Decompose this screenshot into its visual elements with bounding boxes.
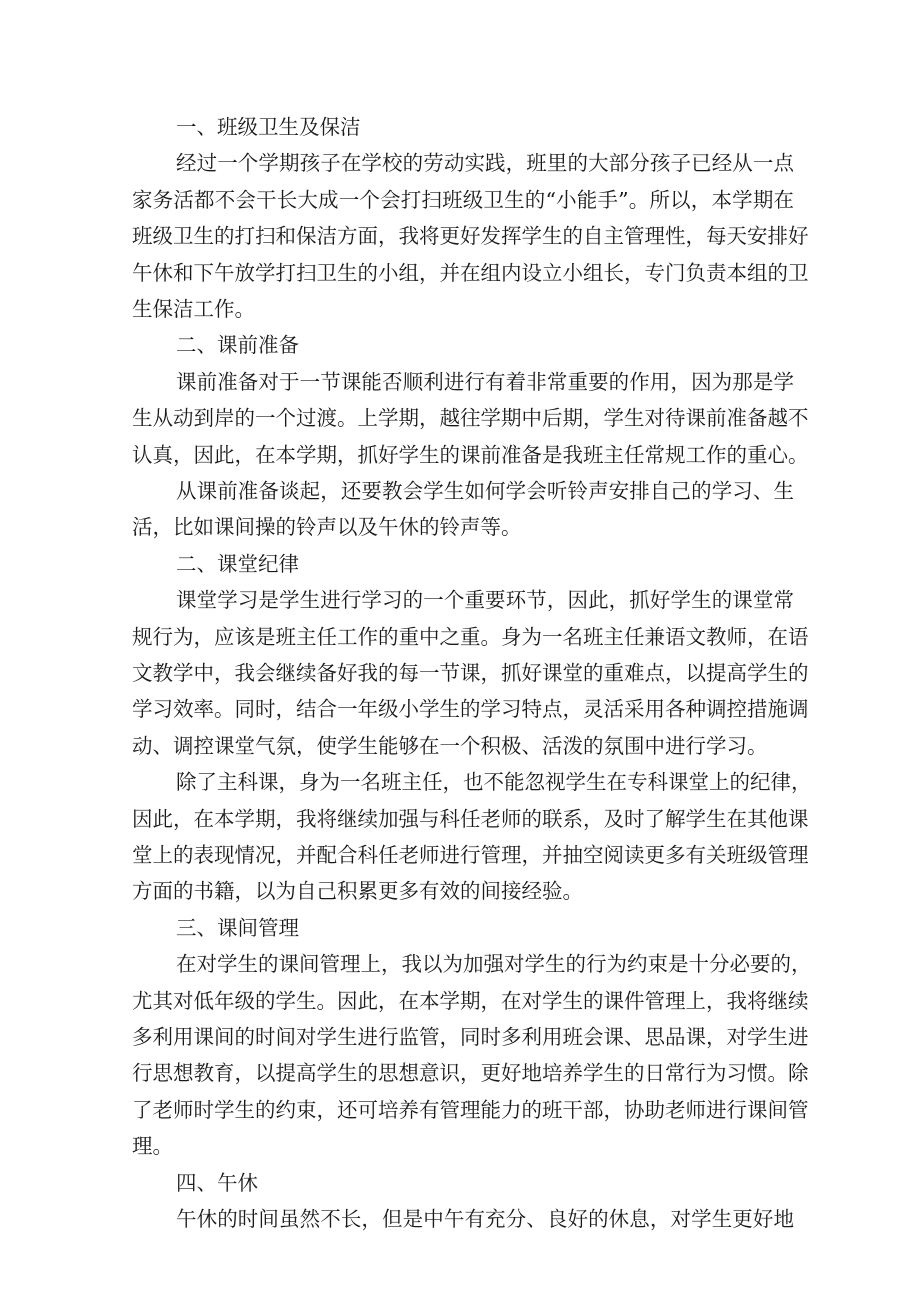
paragraph-line: 行思想教育，以提高学生的思想意识，更好地培养学生的日常行为习惯。除 [132,1061,809,1086]
section-heading: 四、午休 [176,1170,258,1195]
paragraph-line: 堂上的表现情况，并配合科任老师进行管理，并抽空阅读更多有关班级管理 [132,843,809,867]
paragraph-line: 因此，在本学期，我将继续加强与科任老师的联系，及时了解学生在其他课 [132,806,809,831]
paragraph-line: 尤其对低年级的学生。因此，在本学期，在对学生的课件管理上，我将继续 [132,988,809,1013]
paragraph-line: 活，比如课间操的铃声以及午休的铃声等。 [132,515,522,540]
paragraph-line: 午休的时间虽然不长，但是中午有充分、良好的休息，对学生更好地 [176,1207,794,1231]
paragraph-line: 生保洁工作。 [132,297,255,321]
paragraph-line: 学习效率。同时，结合一年级小学生的学习特点，灵活采用各种调控措施调 [132,697,809,722]
paragraph-line: 午休和下午放学打扫卫生的小组，并在组内设立小组长，专门负责本组的卫 [132,260,809,285]
section-heading: 二、课堂纪律 [176,551,299,576]
paragraph-line: 多利用课间的时间对学生进行监管，同时多利用班会课、思品课，对学生进 [132,1025,809,1049]
paragraph-line: 在对学生的课间管理上，我以为加强对学生的行为约束是十分必要的， [176,952,812,977]
paragraph-line: 文教学中，我会继续备好我的每一节课，抓好课堂的重难点，以提高学生的 [132,661,809,685]
paragraph-line: 从课前准备谈起，还要教会学生如何学会听铃声安排自己的学习、生 [176,479,794,503]
paragraph-line: 理。 [132,1134,173,1159]
paragraph-line: 认真，因此，在本学期，抓好学生的课前准备是我班主任常规工作的重心。 [132,442,809,467]
paragraph-line: 方面的书籍，以为自己积累更多有效的间接经验。 [132,879,583,904]
paragraph-line: 家务活都不会干长大成一个会打扫班级卫生的“小能手”。所以，本学期在 [132,187,794,212]
paragraph-line: 课前准备对于一节课能否顺利进行有着非常重要的作用，因为那是学 [176,369,794,394]
paragraph-line: 了老师时学生的约束，还可培养有管理能力的班干部，协助老师进行课间管 [132,1097,809,1122]
paragraph-line: 动、调控课堂气氛，使学生能够在一个积极、活泼的氛围中进行学习。 [132,733,768,758]
section-heading: 三、课间管理 [176,915,299,940]
paragraph-line: 生从动到岸的一个过渡。上学期，越往学期中后期，学生对待课前准备越不 [132,406,809,431]
paragraph-line: 课堂学习是学生进行学习的一个重要环节，因此，抓好学生的课堂常 [176,588,794,613]
paragraph-line: 除了主科课，身为一名班主任，也不能忽视学生在专科课堂上的纪律， [176,770,812,795]
paragraph-line: 规行为，应该是班主任工作的重中之重。身为一名班主任兼语文教师，在语 [132,624,809,649]
paragraph-line: 班级卫生的打扫和保洁方面，我将更好发挥学生的自主管理性，每天安排好 [132,224,809,249]
section-heading: 一、班级卫生及保洁 [176,115,361,139]
section-heading: 二、课前准备 [176,333,299,358]
paragraph-line: 经过一个学期孩子在学校的劳动实践，班里的大部分孩子已经从一点 [176,151,794,176]
